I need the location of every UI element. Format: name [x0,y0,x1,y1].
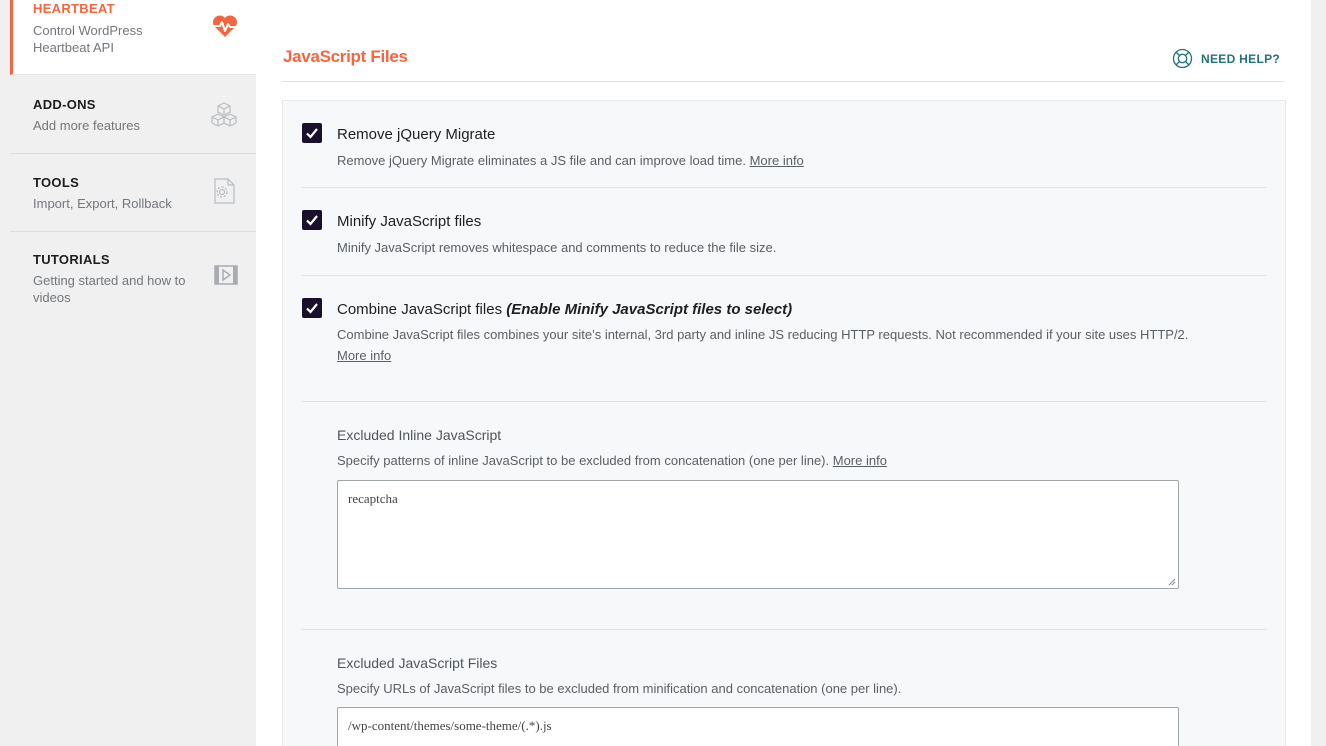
sidebar-item-heartbeat[interactable] [10,0,256,75]
option-description: Minify JavaScript removes whitespace and comments to reduce the file size. [337,240,777,255]
field-description-text: Specify patterns of inline JavaScript to be excluded from concatenation (one per line). [337,453,830,468]
textarea-value: /wp-content/themes/some-theme/(.*).js [348,718,552,733]
sidebar-item-title: HEARTBEAT [33,1,115,16]
more-info-link[interactable]: More info [337,348,392,363]
field-description [337,453,887,468]
sidebar-item-title: TOOLS [33,175,80,190]
file-gear-icon [210,177,238,205]
more-info-link[interactable]: More info [749,153,804,168]
sidebar-item-subtitle: Add more features [33,118,140,133]
options-panel [282,100,1286,746]
video-icon [214,264,238,286]
cubes-icon [210,101,238,129]
option-description-text: Combine JavaScript files combines your site’s internal, 3rd party and inline JS reducing HTTP requests. Not recommended if your site uses HTTP/2. [337,327,1189,342]
option-description [337,324,1267,366]
checkmark-icon [305,301,319,315]
field-label: Excluded JavaScript Files [337,655,498,671]
combine-javascript-checkbox[interactable] [302,298,322,318]
option-combine-javascript [301,276,1267,402]
remove-jquery-migrate-checkbox[interactable] [302,123,322,143]
option-title [337,301,792,318]
field-description: Specify URLs of JavaScript files to be excluded from minification and concatenation (one per line). [337,681,902,696]
option-minify-javascript [301,188,1267,276]
option-title: Remove jQuery Migrate [337,126,496,143]
need-help-label: NEED HELP? [1201,51,1281,66]
excluded-inline-js-section [283,402,1267,630]
main-content [256,0,1311,746]
option-remove-jquery-migrate [301,101,1267,188]
checkmark-icon [305,213,319,227]
option-description [337,150,1267,171]
sidebar-item-subtitle: Getting started and how to videos [33,273,186,305]
option-title-text: Combine JavaScript files [337,301,503,318]
option-title-note: (Enable Minify JavaScript files to select) [506,301,793,318]
sidebar-item-title: ADD-ONS [33,97,96,112]
excluded-js-files-section [283,630,1267,746]
excluded-inline-js-textarea[interactable] [337,480,1179,589]
option-title: Minify JavaScript files [337,213,482,230]
minify-javascript-checkbox[interactable] [302,210,322,230]
textarea-value: recaptcha [348,491,398,506]
sidebar-item-tutorials[interactable] [10,232,256,310]
divider [282,81,1285,82]
page-edge [1311,0,1326,746]
section-title: JavaScript Files [283,47,408,66]
sidebar-item-tools[interactable] [10,154,256,232]
sidebar [0,0,256,746]
checkmark-icon [305,126,319,140]
more-info-link[interactable]: More info [832,453,887,468]
option-description-text: Remove jQuery Migrate eliminates a JS file and can improve load time. [337,153,746,168]
sidebar-item-add-ons[interactable] [10,76,256,154]
field-label: Excluded Inline JavaScript [337,427,502,443]
need-help-link[interactable] [1172,48,1280,69]
sidebar-item-title: TUTORIALS [33,252,110,267]
heartbeat-icon [211,12,239,40]
excluded-js-files-textarea[interactable] [337,707,1179,746]
sidebar-item-subtitle: Control WordPress Heartbeat API [33,23,143,55]
resize-grip-icon[interactable] [1168,578,1176,586]
lifebuoy-icon [1172,48,1193,69]
sidebar-item-subtitle: Import, Export, Rollback [33,196,172,211]
